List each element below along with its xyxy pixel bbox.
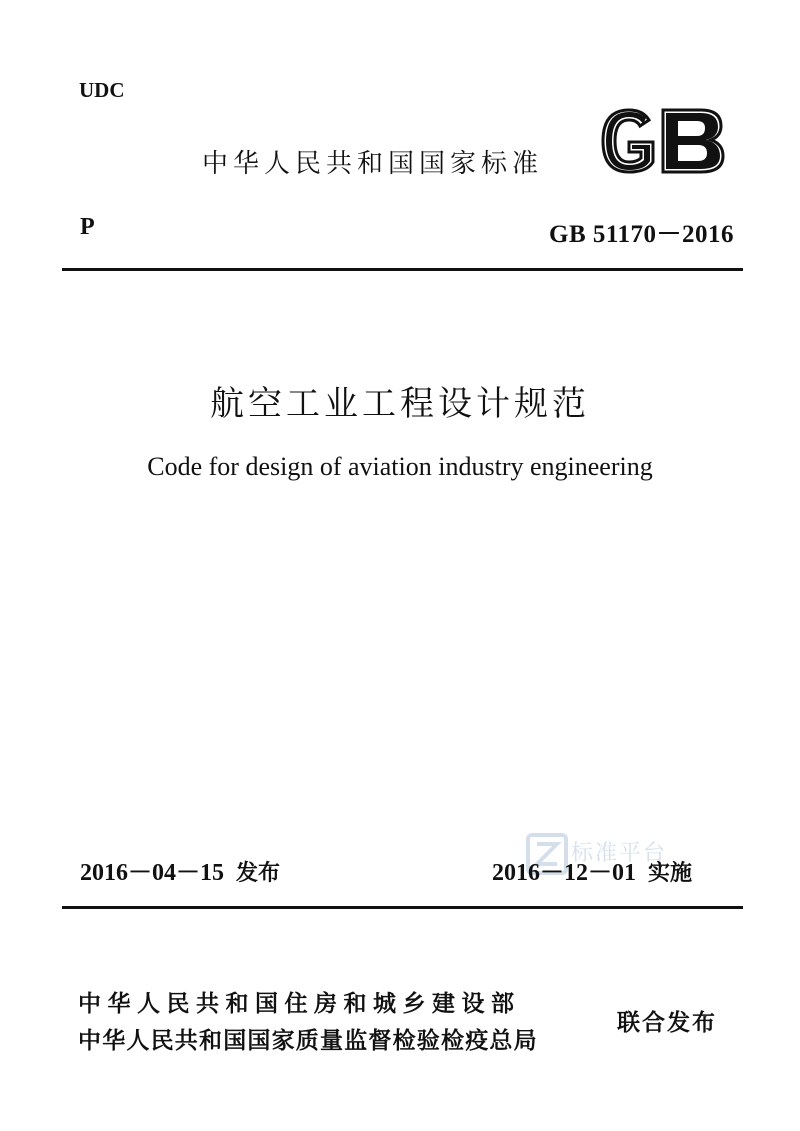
- top-divider: [62, 268, 743, 271]
- national-standard-heading: 中华人民共和国国家标准: [202, 149, 544, 179]
- issuer-quality-administration: 中华人民共和国国家质量监督检验检疫总局: [78, 1028, 538, 1054]
- watermark-text: 标准平台: [571, 841, 668, 866]
- bottom-divider: [62, 906, 743, 909]
- implementation-date-value: 2016－12－01: [492, 860, 636, 886]
- implementation-date: [492, 852, 692, 887]
- issue-date-value: 2016－04－15: [80, 860, 224, 886]
- issue-label: 发布: [236, 861, 281, 886]
- standard-number: GB 51170－2016: [549, 221, 734, 248]
- gb-logo-icon: [597, 106, 727, 176]
- title-english: Code for design of aviation industry engineering: [147, 452, 653, 481]
- udc-label: UDC: [79, 78, 125, 102]
- joint-issue-label: 联合发布: [617, 1010, 717, 1036]
- issuer-ministry-housing: 中华人民共和国住房和城乡建设部: [78, 991, 521, 1017]
- issue-date: [80, 852, 280, 887]
- category-code: P: [80, 214, 95, 240]
- title-chinese: 航空工业工程设计规范: [210, 384, 590, 424]
- implementation-label: 实施: [648, 861, 693, 886]
